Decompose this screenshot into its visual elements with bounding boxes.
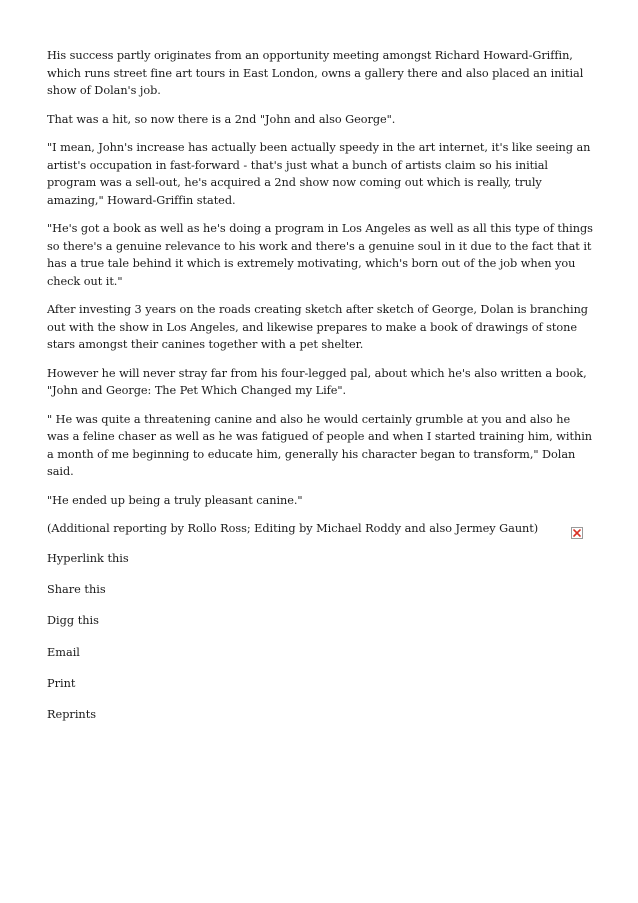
article-paragraph: After investing 3 years on the roads creating sketch after sketch of George, Dolan is branching out with the show in Los Angeles, and likewise prepares to make a book of drawings of stone stars amongst their canines together with a pet shelter. <box>47 303 588 351</box>
share-this-link[interactable]: Share this <box>47 583 106 597</box>
share-links <box>47 550 347 737</box>
article-paragraph: "He's got a book as well as he's doing a program in Los Angeles as well as all this type of things so there's a genuine relevance to his work and there's a genuine soul in it due to the fact that it has a true tale behind it which is extremely motivating, which's born out of the job when you check out it." <box>47 222 593 288</box>
article-paragraph: However he will never stray far from his four-legged pal, about which he's also written a book, "John and George: The Pet Which Changed my Life". <box>47 366 587 397</box>
article-paragraph: " He was quite a threatening canine and also he would certainly grumble at you and also he was a feline chaser as well as he was fatigued of people and when I started training him, within a month of me beginning to educate him, generally his character began to transform," Dolan said. <box>47 412 592 478</box>
article-paragraph: His success partly originates from an opportunity meeting amongst Richard Howard-Griffin, which runs street fine art tours in East London, owns a gallery there and also placed an initial show of Dolan's job. <box>47 49 584 97</box>
article-paragraph: "I mean, John's increase has actually been actually speedy in the art internet, it's like seeing an artist's occupation in fast-forward - that's just what a bunch of artists claim so his initial program was a sell-out, he's acquired a 2nd show now coming out which is really, truly amazing," Howard-Griffin stated. <box>47 141 591 207</box>
print-link[interactable]: Print <box>47 676 76 690</box>
hyperlink-this-link[interactable]: Hyperlink this <box>47 552 129 565</box>
article-body <box>47 47 595 549</box>
article-paragraph: "He ended up being a truly pleasant canine." <box>47 493 303 507</box>
email-link[interactable]: Email <box>47 645 80 659</box>
article-credit: (Additional reporting by Rollo Ross; Editing by Michael Roddy and also Jermey Gaunt) <box>47 522 539 535</box>
broken-image-icon <box>571 527 583 539</box>
digg-this-link[interactable]: Digg this <box>47 614 99 628</box>
article-paragraph: That was a hit, so now there is a 2nd "John and also George". <box>47 112 396 126</box>
reprints-link[interactable]: Reprints <box>47 707 97 721</box>
